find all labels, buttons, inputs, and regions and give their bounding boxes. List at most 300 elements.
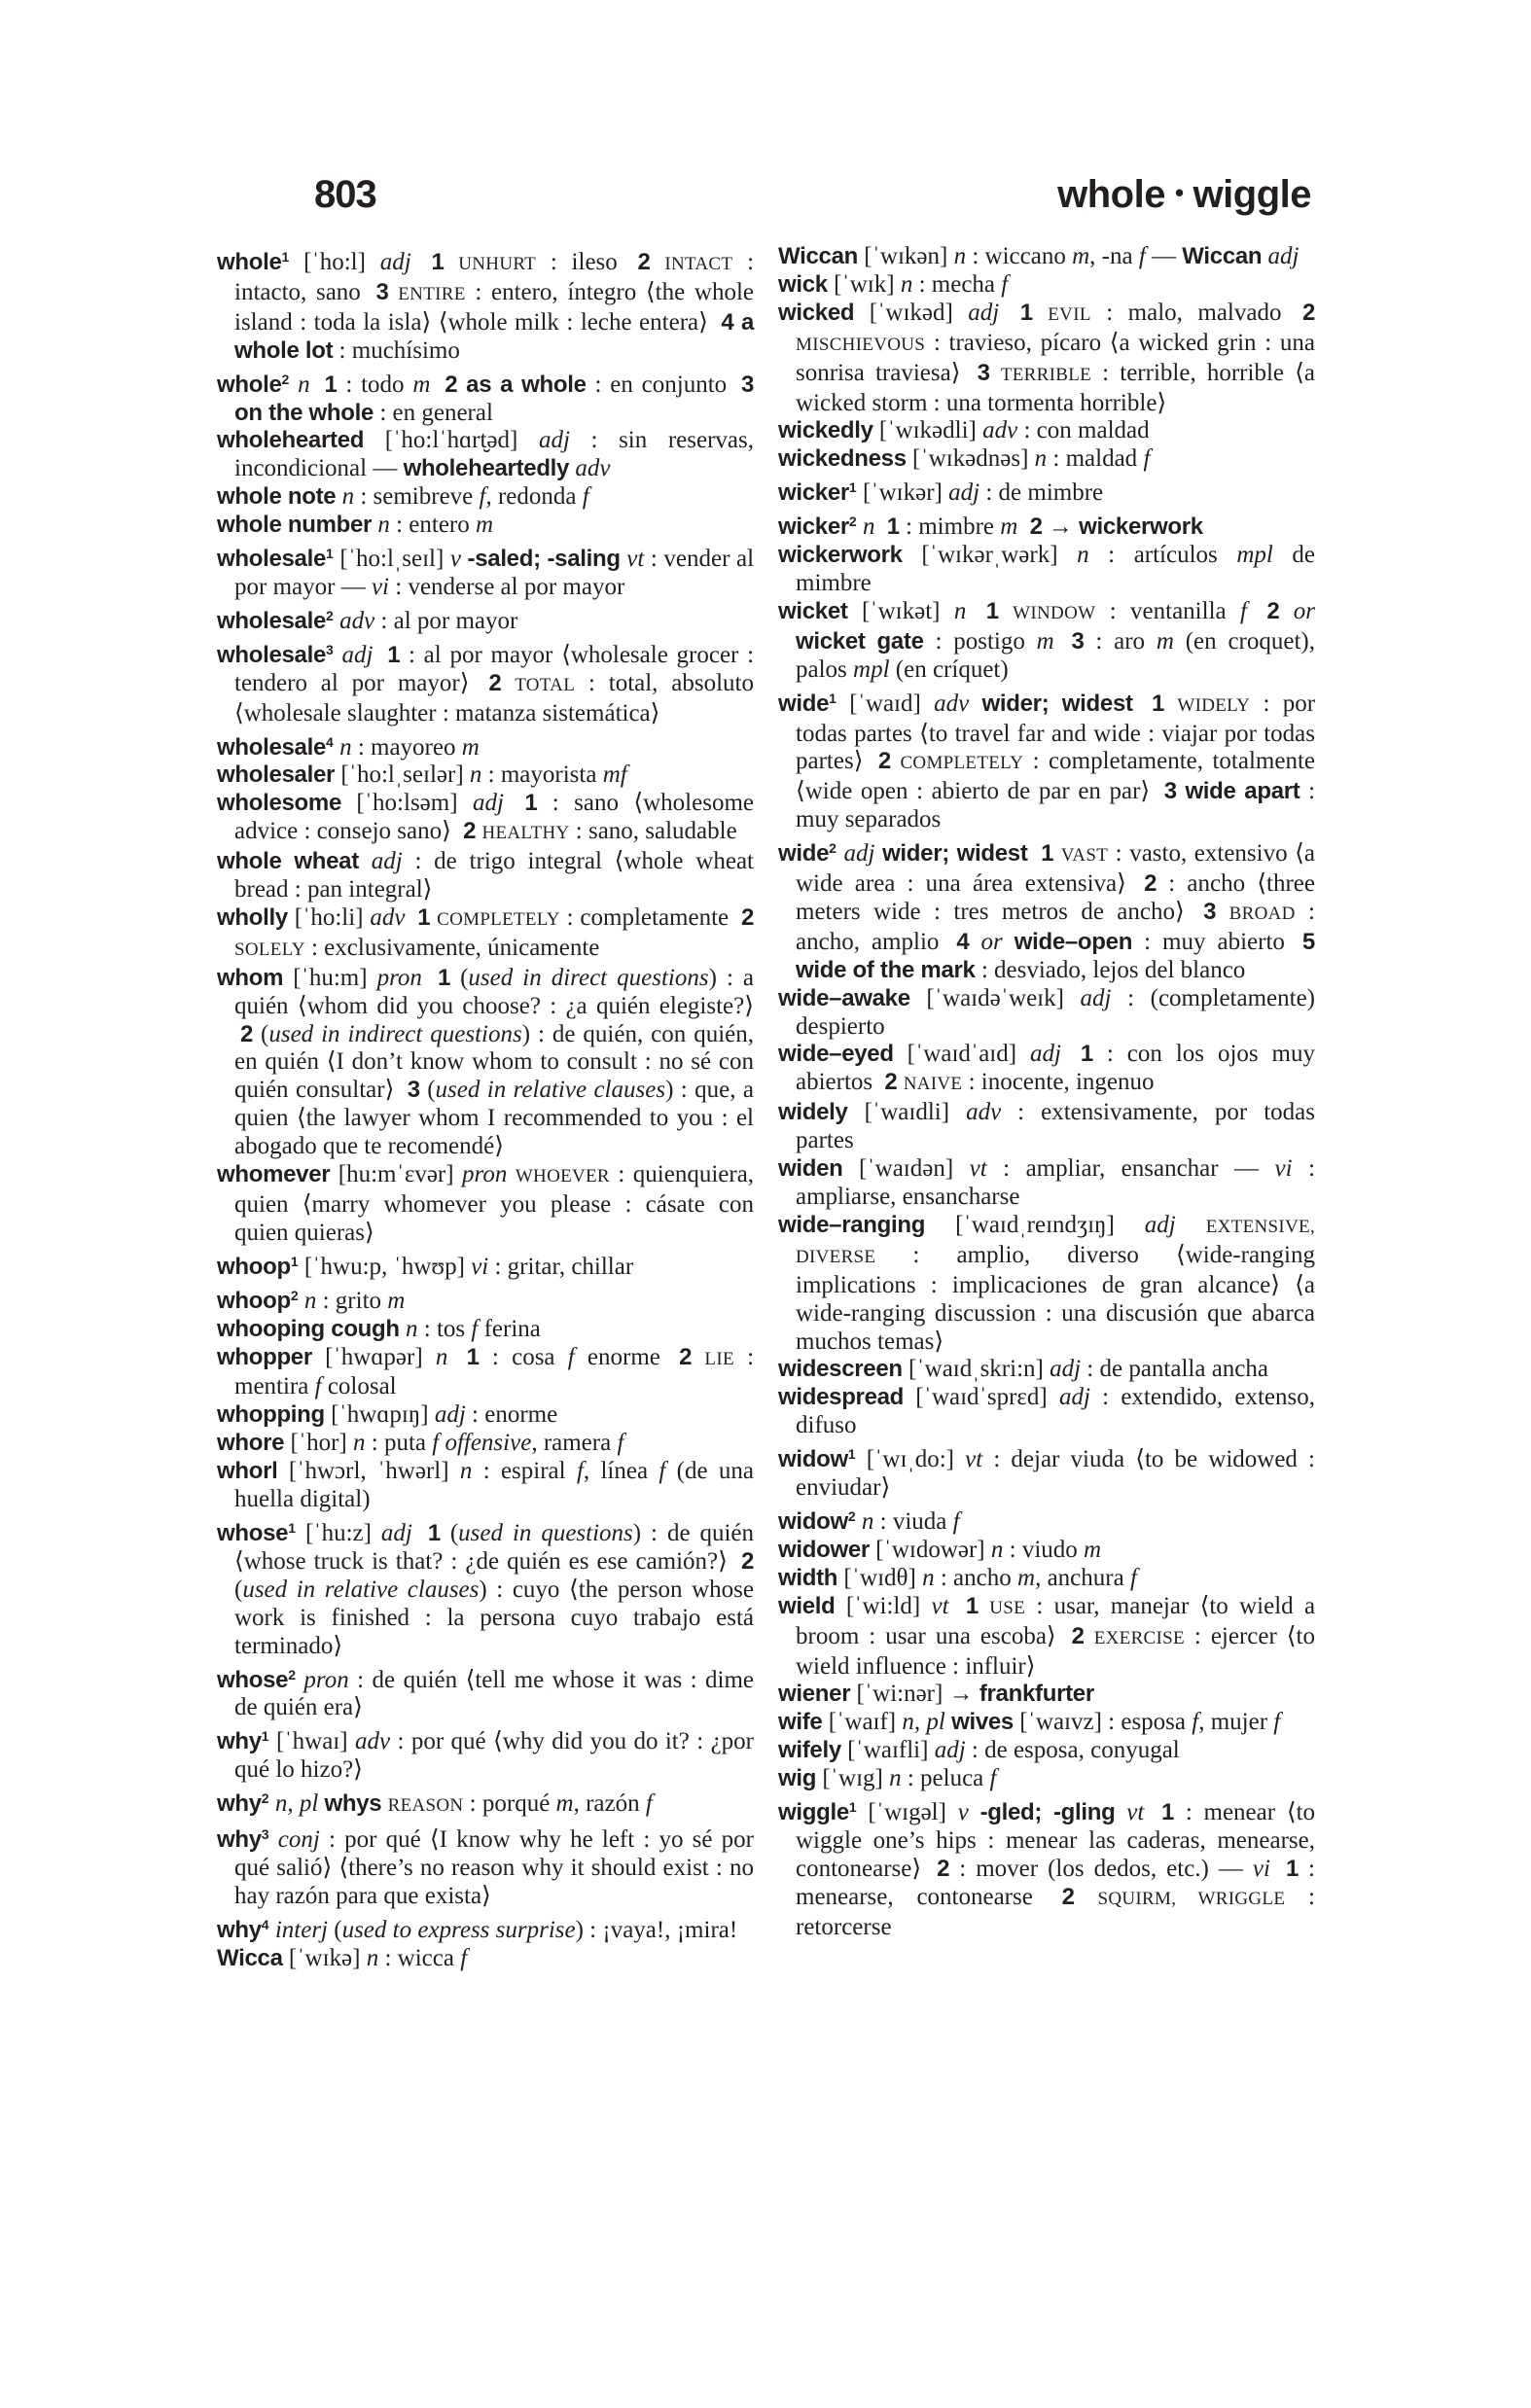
definition-text: : completamente <box>559 903 735 931</box>
headword: wicker <box>778 479 849 507</box>
definition-text: : cosa <box>479 1343 568 1370</box>
usage-label: COMPLETELY <box>437 908 560 930</box>
dictionary-entry <box>217 1821 754 1911</box>
definition-text <box>949 1099 966 1125</box>
usage-label: ENTIRE <box>398 283 466 304</box>
sense-number: 1 <box>427 1519 441 1546</box>
headword: widespread <box>778 1384 905 1411</box>
headword: wholehearted <box>217 427 365 454</box>
definition-text <box>405 904 411 931</box>
definition-text: : muchísimo <box>333 336 460 364</box>
usage-label: NAIVE <box>903 1074 963 1095</box>
sense-number: 1 <box>431 249 445 275</box>
definition-text: : en general <box>374 399 493 426</box>
italic-label: f <box>1143 445 1151 473</box>
italic-label: vi <box>371 573 389 600</box>
italic-label: m <box>461 733 480 761</box>
italic-label: adj <box>434 1401 466 1429</box>
italic-label: n <box>900 270 913 298</box>
headword: wick <box>778 270 828 298</box>
italic-label: n <box>861 1507 874 1535</box>
italic-label: adv <box>982 417 1018 444</box>
sense-number: 1 <box>524 790 538 817</box>
definition-text <box>374 642 382 668</box>
definition-text: ( <box>450 964 469 991</box>
definition-text: (en croquet), palos <box>796 627 1315 683</box>
definition-text <box>979 1593 989 1619</box>
sense-number: 3 <box>1071 627 1085 655</box>
definition-text: ) : de quién ⟨whose truck is that? : ¿de quién es ese camión?⟩ <box>234 1519 755 1575</box>
headword: Wiccan <box>778 243 859 269</box>
usage-label: INTACT <box>664 254 733 274</box>
definition-text <box>848 1099 865 1125</box>
headword: width <box>778 1564 838 1591</box>
homograph-number: 4 <box>326 733 334 750</box>
dictionary-entry <box>778 1384 1315 1440</box>
italic-label: vt <box>626 546 645 573</box>
dictionary-entry <box>778 508 1315 542</box>
definition-text <box>999 300 1014 326</box>
usage-label: TERRIBLE <box>1000 364 1092 385</box>
definition-text <box>874 513 880 540</box>
headword: whore <box>217 1430 285 1457</box>
pronunciation: [ˈwɪdθ] <box>843 1564 916 1591</box>
bold-phrase: as a whole <box>466 371 587 398</box>
definition-text <box>651 249 665 275</box>
homograph-number: 2 <box>848 513 857 530</box>
headword: whopper <box>217 1343 312 1370</box>
sense-number: 2 <box>240 1020 254 1047</box>
definition-text: : (completamente) despierto <box>796 984 1315 1040</box>
headword: Wicca <box>217 1944 283 1971</box>
sense-number: 2 <box>740 1547 754 1575</box>
usage-label: SOLELY <box>234 938 305 960</box>
pronunciation: [ˈwaɪdˌskri:n] <box>908 1356 1044 1383</box>
definition-text <box>278 1458 289 1484</box>
homograph-number: 1 <box>261 1728 269 1745</box>
definition-text <box>366 249 380 275</box>
dictionary-entry <box>778 1440 1315 1503</box>
sense-number: 5 <box>1301 928 1315 955</box>
italic-label: n <box>459 1458 473 1485</box>
dictionary-entry <box>217 728 754 762</box>
pronunciation: [ˈwɪkən] <box>864 243 948 269</box>
sense-number: 3 <box>740 371 755 398</box>
italic-label: adj <box>948 479 980 507</box>
italic-label: used to express surprise <box>341 1916 576 1943</box>
definition-text: : ancho ⟨three meters wide : tres metros de ancho⟩ <box>796 870 1315 925</box>
dictionary-entry <box>217 1282 754 1316</box>
dictionary-entry <box>217 761 754 790</box>
definition-text <box>904 1384 915 1410</box>
definition-text: : muy separados <box>796 778 1316 833</box>
sense-number: 2 <box>1061 1883 1075 1910</box>
italic-label: pron <box>462 1161 508 1188</box>
definition-text: : malo, malvado <box>1090 299 1297 326</box>
definition-text: : mentira <box>234 1343 755 1400</box>
homograph-number: 1 <box>847 1446 856 1463</box>
headword: widower <box>778 1536 870 1563</box>
definition-text: : gritar, chillar <box>488 1253 634 1280</box>
definition-text <box>348 1728 355 1754</box>
page-header <box>217 173 1311 231</box>
sense-number: 3 <box>977 359 990 386</box>
italic-label: m <box>1084 1536 1102 1563</box>
definition-text: : total, absoluto ⟨wholesale slaughter : matanza sistemática⟩ <box>234 669 754 726</box>
bold-phrase: wider; widest <box>981 690 1133 717</box>
dictionary-entry <box>217 1248 754 1282</box>
italic-label: adv <box>934 690 970 717</box>
italic-label: adj <box>538 427 570 454</box>
italic-label: adv <box>370 903 406 931</box>
definition-text <box>949 1593 960 1619</box>
sense-number: 4 <box>721 308 734 336</box>
definition-text <box>412 1520 422 1546</box>
headword: whom <box>217 964 284 991</box>
usage-label: REASON <box>387 1795 464 1817</box>
homograph-number: 1 <box>288 1519 296 1536</box>
italic-label: adv <box>966 1099 1002 1126</box>
pronunciation: [ˈwɪˌdo:] <box>866 1446 955 1473</box>
italic-label: n <box>435 1343 448 1370</box>
definition-text: : de pantalla ancha <box>1081 1356 1269 1383</box>
definition-text <box>269 1826 278 1853</box>
definition-text <box>920 1593 931 1619</box>
definition-text: : terrible, horrible ⟨a wicked storm : una tormenta horrible⟩ <box>796 359 1315 416</box>
definition-text: ) : de quién, con quién, en quién ⟨I don’t know whom to consult : no sé con quién consultar⟩ <box>234 1020 754 1104</box>
definition-text <box>1115 1799 1126 1825</box>
italic-label: m <box>1156 627 1174 655</box>
homograph-number: 2 <box>288 1666 296 1682</box>
usage-label: WHOEVER <box>515 1166 610 1187</box>
sense-number: 1 <box>1161 1799 1175 1826</box>
headword: why <box>217 1826 262 1854</box>
bold-phrase: Wiccan <box>1182 243 1263 269</box>
sense-number: 2 <box>1301 299 1316 326</box>
definition-text: : inocente, ingenuo <box>962 1069 1155 1096</box>
sense-number: 2 <box>740 903 754 931</box>
headword: wickedness <box>778 445 907 473</box>
definition-text <box>843 1155 859 1182</box>
headword: wide <box>778 690 830 717</box>
definition-text: : postigo <box>923 627 1037 655</box>
italic-label: vi <box>1252 1855 1270 1882</box>
homograph-number: 3 <box>326 641 334 657</box>
italic-label: used in direct questions <box>468 964 709 991</box>
definition-text: : mover (los dedos, etc.) — <box>949 1855 1253 1882</box>
italic-label: n <box>339 733 352 761</box>
usage-label: COMPLETELY <box>900 753 1024 774</box>
dictionary-entry <box>217 1911 754 1945</box>
dictionary-entry <box>217 540 754 602</box>
dictionary-entry <box>778 985 1315 1042</box>
dictionary-entry <box>217 904 754 965</box>
definition-text <box>940 598 953 624</box>
pronunciation: [ˈho:li] <box>294 903 364 931</box>
dictionary-entry <box>778 474 1315 508</box>
definition-text <box>454 1161 462 1187</box>
definition-text: (de una huella digital) <box>234 1458 754 1513</box>
definition-text: : artículos <box>1088 542 1237 569</box>
definition-text: ) : ¡vaya!, ¡mira! <box>575 1916 738 1943</box>
bold-phrase: wicket gate <box>796 627 924 655</box>
definition-text: , razón <box>573 1790 646 1818</box>
dictionary-entry <box>778 1793 1315 1942</box>
definition-text <box>1058 542 1078 568</box>
definition-text: : venderse al por mayor <box>389 573 625 600</box>
italic-label: n <box>353 1430 366 1457</box>
definition-text <box>837 691 849 717</box>
pronunciation: [ˈwaɪf] <box>828 1709 897 1736</box>
definition-text <box>969 691 981 717</box>
definition-text <box>269 1728 276 1754</box>
definition-text: → <box>1042 513 1080 541</box>
definition-text <box>341 790 356 816</box>
sense-number: 1 <box>387 641 401 668</box>
definition-text: : viudo <box>1003 1536 1085 1563</box>
definition-text <box>368 965 377 991</box>
headword: why <box>217 1916 262 1943</box>
definition-text: : tos <box>417 1315 472 1342</box>
definition-text <box>910 985 927 1011</box>
dictionary-entry <box>217 636 754 728</box>
sense-number: 1 <box>1041 840 1054 868</box>
definition-text <box>289 249 303 275</box>
definition-text: ( <box>253 1020 269 1047</box>
definition-text: : con los ojos muy abiertos <box>796 1041 1315 1096</box>
dictionary-entry <box>217 602 754 636</box>
definition-text <box>289 372 298 398</box>
headword: wiggle <box>778 1799 849 1826</box>
definition-text: : al por mayor ⟨wholesale grocer : tendero al por mayor⟩ <box>234 641 755 696</box>
definition-text: : usar, manejar ⟨to wield a broom : usar una escoba⟩ <box>796 1592 1316 1649</box>
usage-label: VAST <box>1060 845 1109 867</box>
dictionary-entry <box>778 1737 1315 1765</box>
dictionary-entry <box>217 1722 754 1785</box>
italic-label: adv <box>339 607 375 634</box>
definition-text <box>422 965 432 991</box>
definition-text: : intacto, sano <box>234 249 755 305</box>
definition-text <box>966 598 979 624</box>
definition-text: : extensivamente, por todas partes <box>796 1099 1315 1154</box>
italic-label: adj <box>1058 1384 1090 1411</box>
italic-label: m <box>1036 627 1054 655</box>
definition-text: : mayorista <box>481 761 603 789</box>
definition-text <box>1028 840 1036 867</box>
headword: whose <box>217 1519 289 1546</box>
dictionary-entry <box>217 483 754 512</box>
italic-label: or <box>1293 597 1315 624</box>
definition-text: — <box>1145 243 1183 269</box>
sense-number: 1 <box>985 597 999 624</box>
definition-text: , línea <box>583 1458 659 1485</box>
definition-text <box>990 360 1001 386</box>
definition-text: (en críquet) <box>889 655 1009 683</box>
headword: whole number <box>217 512 373 539</box>
pronunciation: [ˈwaɪdəˈweɪk] <box>926 984 1064 1011</box>
dictionary-entry <box>778 1099 1315 1155</box>
definition-text: , mujer <box>1198 1709 1274 1736</box>
definition-text <box>894 1041 908 1067</box>
definition-text: : sin reservas, incondicional — <box>234 427 754 482</box>
guide-word-last: wiggle <box>1193 173 1311 216</box>
bold-phrase: wickerwork <box>1079 513 1203 541</box>
definition-text: : en conjunto <box>586 371 735 398</box>
dictionary-entry <box>778 542 1315 598</box>
pronunciation: [ˈwaɪdˈaɪd] <box>907 1041 1017 1068</box>
definition-text: : de trigo integral ⟨whole wheat bread : pan integral⟩ <box>234 848 754 903</box>
sense-number: 3 <box>375 278 389 305</box>
headword: whomever <box>217 1161 331 1188</box>
italic-label: vt <box>1126 1799 1145 1826</box>
dictionary-entry <box>217 1661 754 1723</box>
dictionary-entry <box>217 790 754 848</box>
dictionary-entry <box>217 1458 754 1514</box>
dictionary-entry <box>778 1709 1315 1737</box>
headword: whole <box>217 249 282 275</box>
dictionary-entry <box>217 965 754 1161</box>
pronunciation: [ˈho:lˌseɪlər] <box>340 761 464 789</box>
definition-text <box>848 598 862 624</box>
dictionary-entry <box>778 1565 1315 1593</box>
italic-label: n <box>953 243 967 269</box>
usage-label: WINDOW <box>1013 602 1096 623</box>
sense-number: 2 <box>463 818 477 845</box>
italic-label: f <box>1129 1564 1137 1591</box>
sense-number: 1 <box>1080 1041 1093 1068</box>
homograph-number: 3 <box>261 1826 269 1843</box>
homograph-number: 2 <box>290 1287 299 1303</box>
dictionary-entry <box>217 243 754 366</box>
definition-text: de mimbre <box>796 542 1316 596</box>
definition-text <box>857 1799 869 1825</box>
italic-label: f <box>1240 597 1247 624</box>
dictionary-entry <box>778 300 1315 418</box>
sense-number: 2 <box>1144 870 1157 898</box>
pronunciation: [ˈhwɑpɪŋ] <box>331 1401 429 1429</box>
definition-text <box>458 790 473 816</box>
headword: wholesaler <box>217 761 336 789</box>
usage-label: SQUIRM, WRIGGLE <box>1097 1888 1286 1909</box>
definition-text <box>445 249 459 275</box>
italic-label: adj <box>371 848 403 875</box>
homograph-number: 2 <box>847 1507 856 1524</box>
dictionary-entry <box>778 1681 1315 1709</box>
italic-label: adj <box>934 1737 966 1764</box>
page-number: 803 <box>314 173 376 216</box>
sense-number: 2 <box>937 1855 950 1882</box>
headword: wicket <box>778 597 848 624</box>
definition-text: : extendido, extenso, difuso <box>796 1384 1316 1439</box>
italic-label: adj <box>1267 243 1300 269</box>
headword: whorl <box>217 1458 278 1485</box>
definition-text <box>447 1344 460 1370</box>
definition-text <box>1085 1623 1094 1649</box>
dictionary-entry <box>778 685 1315 835</box>
definition-text: ( <box>234 1576 243 1603</box>
definition-text: , anchura <box>1035 1564 1130 1591</box>
dictionary-entry <box>217 1161 754 1248</box>
definition-text: : al por mayor <box>374 607 518 634</box>
pronunciation: [hu:mˈɛvər] <box>338 1161 454 1188</box>
definition-text: : desviado, lejos del blanco <box>975 956 1246 983</box>
definition-text: : exclusivamente, únicamente <box>304 934 600 961</box>
sense-number: 2 <box>884 1069 898 1096</box>
definition-text: : mayoreo <box>351 733 462 761</box>
homograph-number: 1 <box>290 1253 299 1269</box>
sense-number: 1 <box>1152 690 1165 717</box>
italic-label: adj <box>472 790 504 817</box>
pronunciation: [ˈwi:nər] <box>856 1681 944 1708</box>
pronunciation: [ˈwɪdowər] <box>875 1536 985 1563</box>
headword: whooping cough <box>217 1315 400 1342</box>
sense-number: 4 <box>956 928 970 955</box>
guide-word-first: whole <box>1057 173 1165 216</box>
definition-text: : semibreve <box>354 483 480 511</box>
pronunciation: [ˈho:lˌseɪl] <box>339 546 445 573</box>
italic-label: f <box>460 1944 468 1971</box>
definition-text: : ileso <box>536 249 632 275</box>
guide-separator: • <box>1174 178 1184 207</box>
definition-text <box>449 1458 460 1484</box>
headword: whopping <box>217 1401 325 1429</box>
usage-label: WIDELY <box>1177 694 1251 716</box>
italic-label: n <box>366 1944 379 1971</box>
definition-text <box>946 1799 958 1825</box>
homograph-number: 1 <box>848 479 857 496</box>
definition-text <box>1017 513 1023 540</box>
guide-words <box>1057 173 1311 217</box>
pronunciation: [ˈwaɪfli] <box>847 1737 929 1764</box>
definition-text <box>504 790 518 816</box>
dictionary-entry <box>217 366 754 428</box>
headword: wickedly <box>778 417 873 444</box>
headword: wifely <box>778 1737 841 1764</box>
italic-label: vi <box>1274 1155 1293 1183</box>
italic-label: adj <box>1050 1356 1082 1383</box>
definition-text: ) : cuyo ⟨the person whose work is finished : la persona cuyo trabajo está terminado⟩ <box>234 1576 754 1659</box>
definition-text <box>1033 300 1048 326</box>
italic-label: f <box>1138 243 1146 269</box>
headword: whoop <box>217 1253 291 1280</box>
definition-text <box>1061 1041 1075 1067</box>
headword: wicked <box>778 299 855 326</box>
usage-label: HEALTHY <box>481 823 570 844</box>
homograph-number: 4 <box>261 1916 269 1932</box>
definition-text: : de quién ⟨tell me whose it was : dime de quién era⟩ <box>234 1666 754 1721</box>
definition-text <box>921 691 934 717</box>
definition-text <box>1003 929 1015 955</box>
definition-text: : wicca <box>378 1944 461 1971</box>
italic-label: f <box>314 1373 322 1400</box>
definition-text: : por qué ⟨I know why he left : yo sé por qué salió⟩ ⟨there’s no reason why it should exist : no hay razón para que exista⟩ <box>234 1826 755 1909</box>
italic-label: n, pl <box>274 1790 319 1818</box>
headword: wholesale <box>217 546 327 573</box>
italic-label: m <box>1072 243 1090 269</box>
bold-phrase: wider; widest <box>882 840 1028 868</box>
definition-text: : menear ⟨to wiggle one’s hips : menear las caderas, menearse, contonearse⟩ <box>796 1799 1316 1882</box>
definition-text <box>1053 840 1061 867</box>
definition-text: : completamente, totalmente ⟨wide open : abierto de par en par⟩ <box>796 748 1315 805</box>
definition-text <box>856 1446 867 1472</box>
definition-text <box>296 1520 305 1546</box>
definition-text: enorme <box>574 1343 674 1370</box>
definition-text <box>312 1344 325 1370</box>
dictionary-entry <box>778 598 1315 685</box>
italic-label: adj <box>380 1519 412 1546</box>
homograph-number: 2 <box>261 1790 269 1807</box>
pronunciation: [ˈhu:m] <box>293 964 368 991</box>
